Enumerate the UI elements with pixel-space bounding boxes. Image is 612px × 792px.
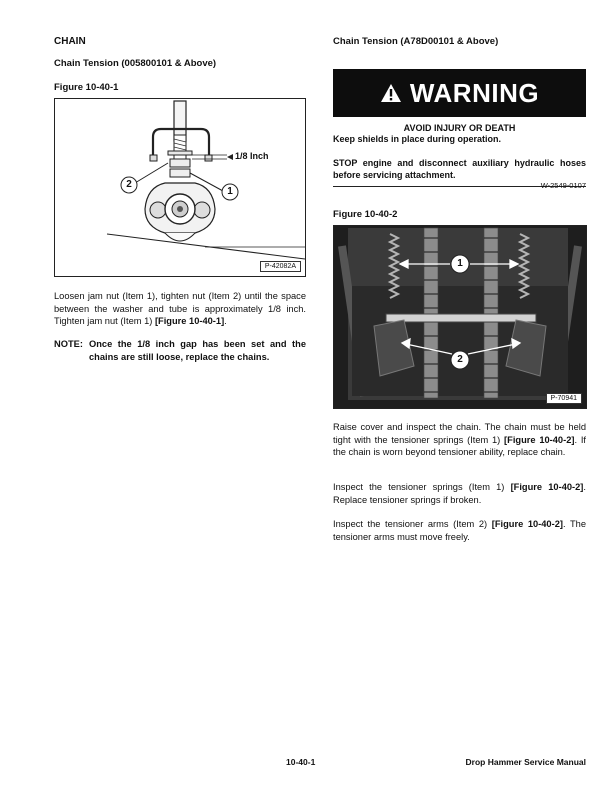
chain-tensioner-photo bbox=[334, 226, 586, 408]
p3-text-end: . The tensioner arms must move freely. bbox=[333, 519, 586, 542]
left-paragraph bbox=[54, 290, 306, 328]
warning-line-1: Keep shields in place during operation. bbox=[333, 134, 502, 144]
figure-label-10-40-2: Figure 10-40-2 bbox=[333, 209, 398, 220]
warning-heading: AVOID INJURY OR DEATH bbox=[403, 123, 516, 133]
chain-tension-illustration bbox=[55, 99, 305, 276]
note-text: Once the 1/8 inch gap has been set and the chains are still loose, replace the chains. bbox=[89, 339, 306, 362]
figure-reference: [Figure 10-40-1] bbox=[154, 316, 225, 327]
photo-callout-item-2: 2 bbox=[457, 354, 463, 365]
p3-figure-reference: [Figure 10-40-2] bbox=[491, 519, 563, 529]
paragraph-text: Loosen jam nut (Item 1), tighten nut (Item 2) until the space between the washer and tube is approximately 1/8 inch. Tighten jam nut (Item 1) bbox=[54, 291, 306, 327]
figure-label-10-40-1: Figure 10-40-1 bbox=[54, 82, 119, 93]
left-subtitle: Chain Tension (005800101 & Above) bbox=[54, 58, 217, 69]
warning-triangle-icon bbox=[380, 83, 402, 103]
p2-text-end: . Replace tensioner springs if broken. bbox=[333, 482, 586, 505]
p2-figure-reference: [Figure 10-40-2] bbox=[510, 482, 584, 492]
warning-code: W-2549-0107 bbox=[540, 181, 586, 190]
figure-10-40-2 bbox=[333, 225, 587, 409]
manual-title: Drop Hammer Service Manual bbox=[465, 757, 586, 767]
p1-text-end: . If the chain is worn beyond tensioner ability, replace chain. bbox=[333, 434, 586, 458]
right-paragraph-3 bbox=[333, 518, 586, 543]
photo-code: P-70941 bbox=[546, 393, 582, 404]
right-paragraph-1 bbox=[333, 421, 586, 459]
section-title: CHAIN bbox=[54, 36, 86, 47]
callout-item-1: 1 bbox=[227, 186, 233, 197]
photo-callout-item-1: 1 bbox=[457, 258, 463, 269]
p1-figure-reference: [Figure 10-40-2] bbox=[504, 434, 575, 445]
figure-10-40-1 bbox=[54, 98, 306, 277]
right-subtitle: Chain Tension (A78D00101 & Above) bbox=[333, 36, 499, 47]
note-block bbox=[54, 338, 306, 363]
p3-text: Inspect the tensioner arms (Item 2) bbox=[333, 519, 492, 529]
paragraph-end: . bbox=[224, 316, 227, 327]
page-number: 10-40-1 bbox=[286, 757, 316, 767]
gap-dimension-label: 1/8 Inch bbox=[235, 151, 269, 161]
p2-text: Inspect the tensioner springs (Item 1) bbox=[333, 482, 511, 492]
figure-code: P-42082A bbox=[260, 261, 301, 272]
note-label: NOTE: bbox=[54, 339, 83, 349]
warning-line-2: STOP engine and disconnect auxiliary hydraulic hoses before servicing attachment. bbox=[333, 158, 586, 181]
warning-word: WARNING bbox=[409, 77, 540, 108]
right-paragraph-2 bbox=[333, 481, 586, 506]
callout-item-2: 2 bbox=[126, 179, 132, 190]
p1-text: Raise cover and inspect the chain. The chain must be held tight with the tensioner springs (Item 1) bbox=[333, 422, 586, 445]
warning-banner bbox=[333, 69, 586, 117]
